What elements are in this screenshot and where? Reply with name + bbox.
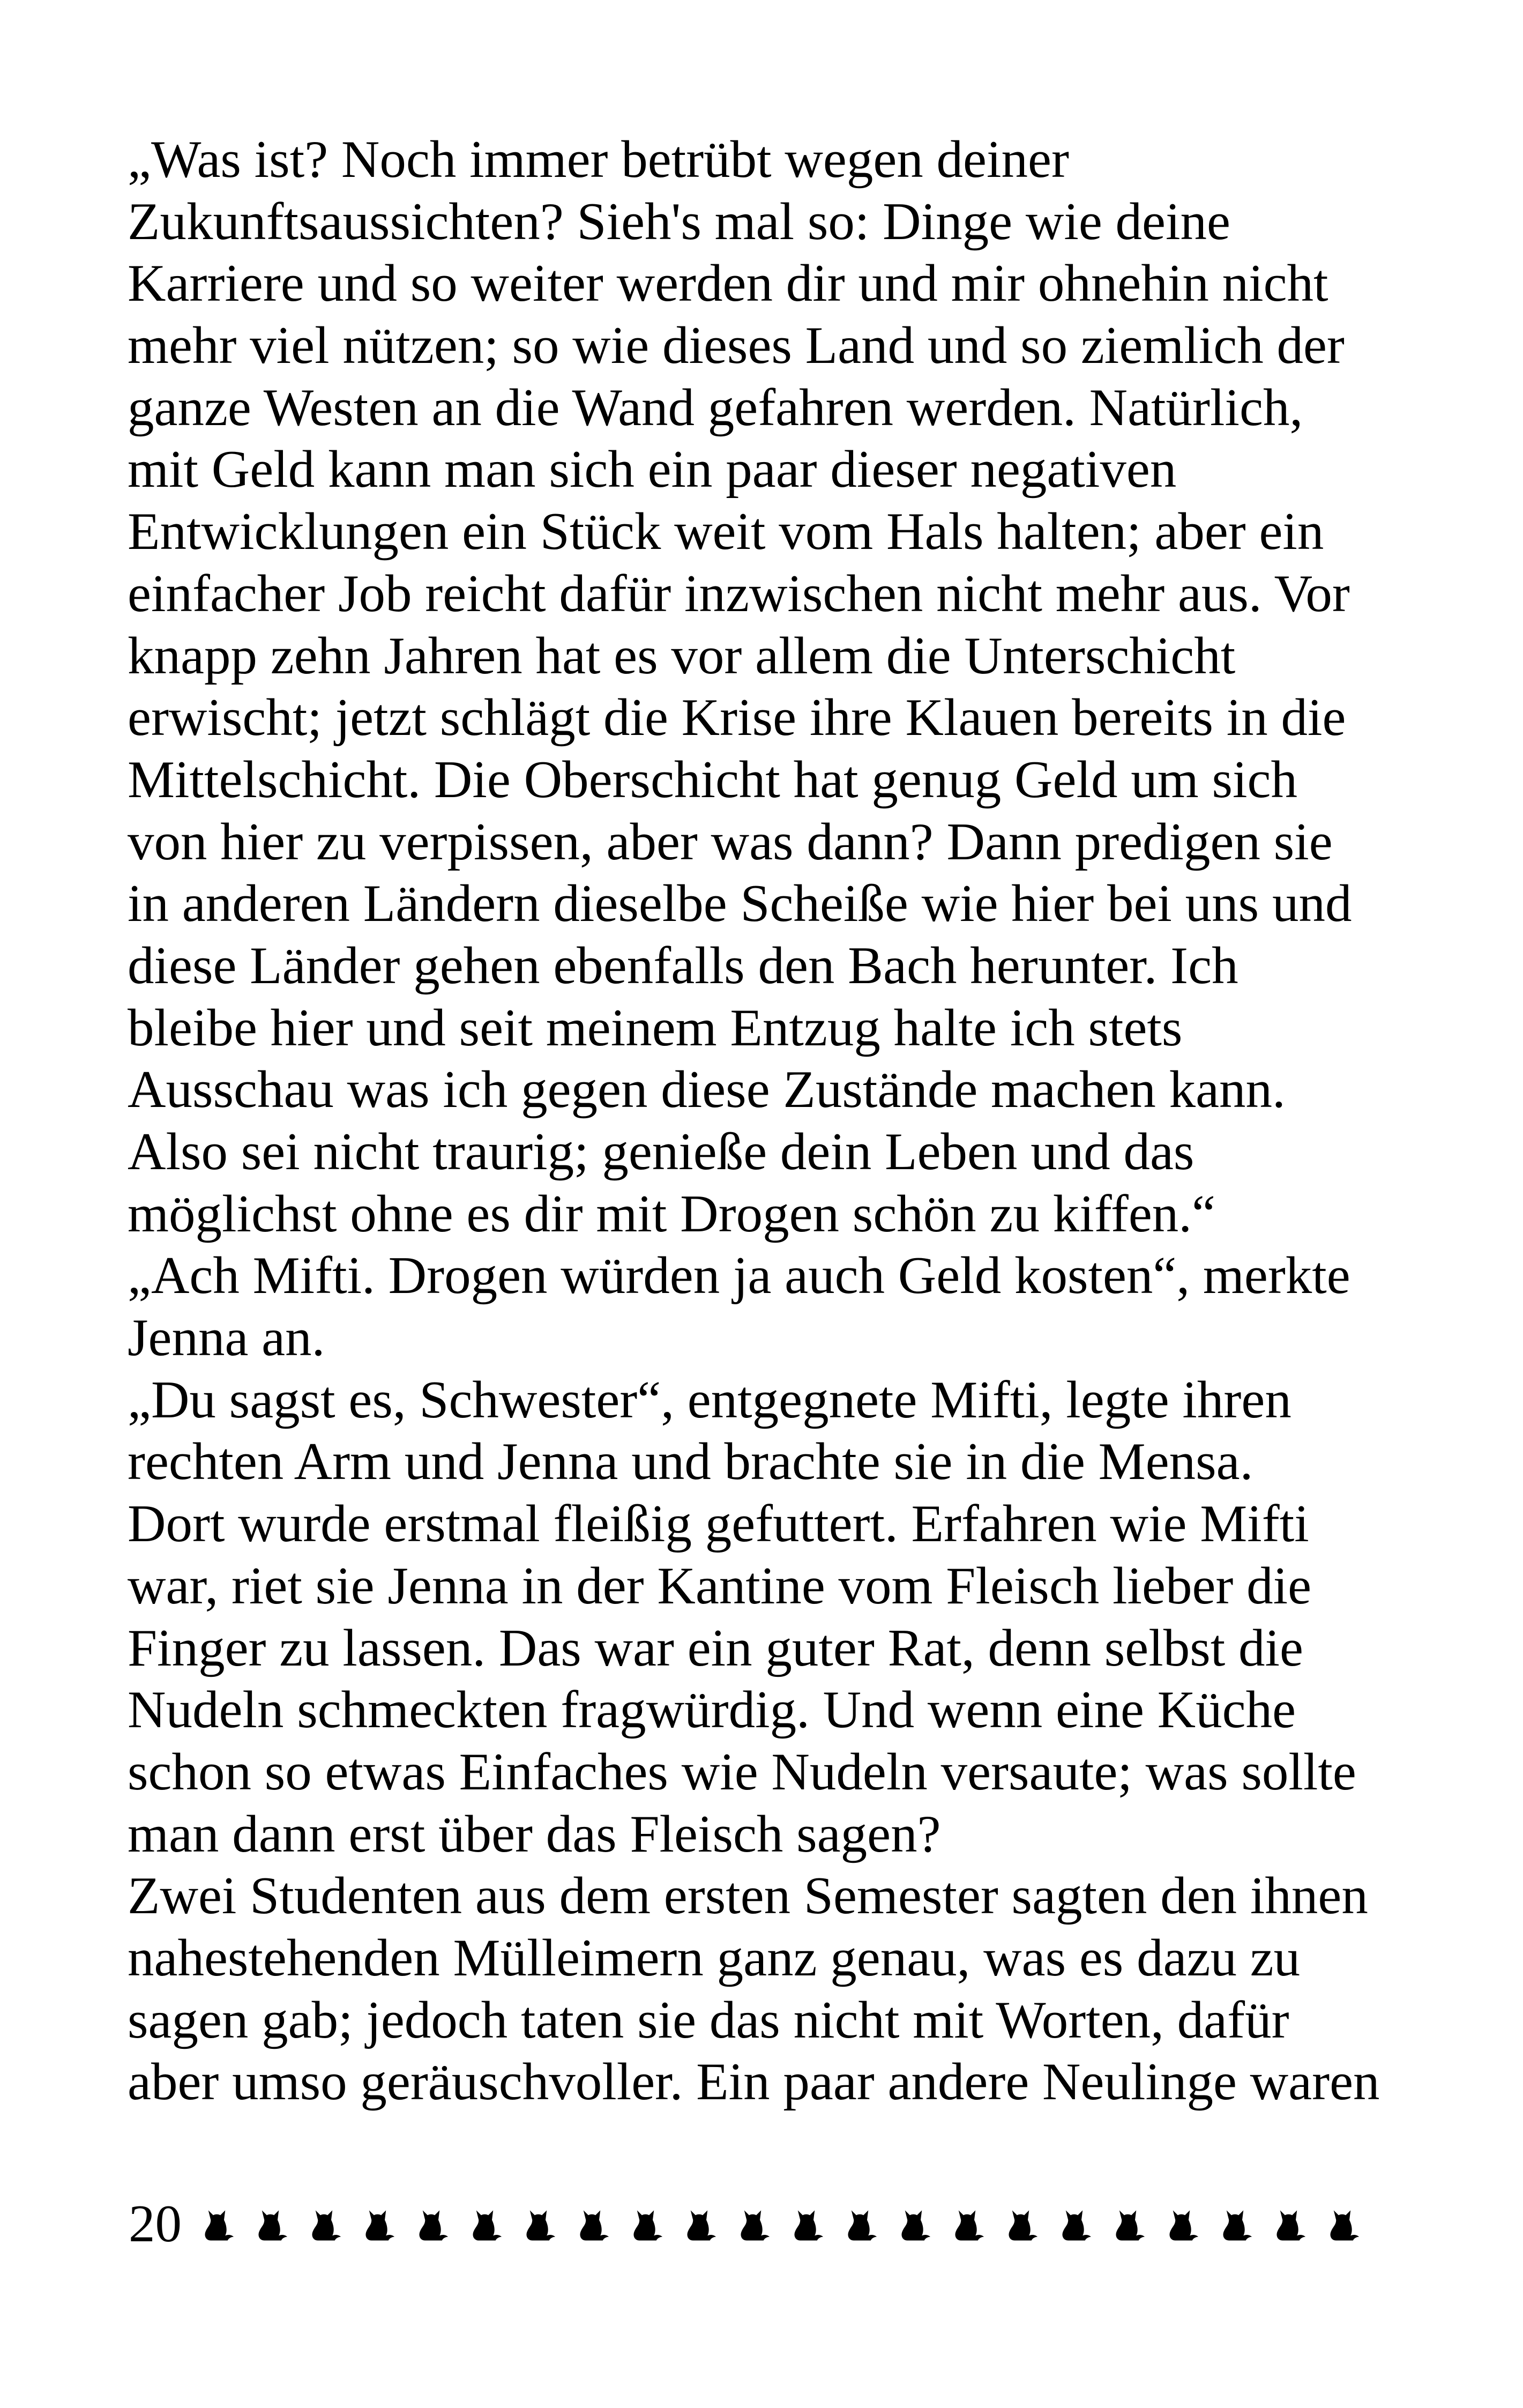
text-line: „Du sagst es, Schwester“, entgegnete Mifti, legte ihren bbox=[128, 1370, 1291, 1429]
text-line: Jenna an. bbox=[128, 1309, 325, 1367]
text-line: war, riet sie Jenna in der Kantine vom Fleisch lieber die bbox=[128, 1556, 1312, 1615]
cat-ornament-row bbox=[200, 2204, 1364, 2243]
text-line: knapp zehn Jahren hat es vor allem die Unterschicht bbox=[128, 626, 1236, 685]
cat-silhouette-icon bbox=[843, 2204, 882, 2243]
cat-silhouette-icon bbox=[253, 2204, 292, 2243]
text-line: erwischt; jetzt schlägt die Krise ihre Klauen bereits in die bbox=[128, 688, 1346, 747]
text-line: Zwei Studenten aus dem ersten Semester sagten den ihnen bbox=[128, 1867, 1368, 1926]
text-line: Karriere und so weiter werden dir und mir ohnehin nicht bbox=[128, 254, 1328, 313]
cat-silhouette-icon bbox=[1218, 2204, 1257, 2243]
text-line: schon so etwas Einfaches wie Nudeln versaute; was sollte bbox=[128, 1742, 1356, 1801]
cat-silhouette-icon bbox=[682, 2204, 721, 2243]
text-line: sagen gab; jedoch taten sie das nicht mit Worten, dafür bbox=[128, 1990, 1289, 2049]
text-line: Also sei nicht traurig; genieße dein Leben und das bbox=[128, 1123, 1194, 1181]
cat-silhouette-icon bbox=[1325, 2204, 1364, 2243]
cat-silhouette-icon bbox=[789, 2204, 828, 2243]
text-line: man dann erst über das Fleisch sagen? bbox=[128, 1804, 941, 1863]
text-line: einfacher Job reicht dafür inzwischen nicht mehr aus. Vor bbox=[128, 564, 1350, 623]
text-line: möglichst ohne es dir mit Drogen schön zu kiffen.“ bbox=[128, 1184, 1215, 1243]
text-line: diese Länder gehen ebenfalls den Bach herunter. Ich bbox=[128, 936, 1238, 995]
text-line: Finger zu lassen. Das war ein guter Rat, denn selbst die bbox=[128, 1618, 1303, 1677]
text-line: mit Geld kann man sich ein paar dieser negativen bbox=[128, 440, 1177, 499]
text-line: Nudeln schmeckten fragwürdig. Und wenn eine Küche bbox=[128, 1681, 1296, 1740]
cat-silhouette-icon bbox=[521, 2204, 560, 2243]
text-line: Zukunftsaussichten? Sieh's mal so: Dinge wie deine bbox=[128, 192, 1230, 251]
text-line: Entwicklungen ein Stück weit vom Hals halten; aber ein bbox=[128, 502, 1324, 561]
text-line: von hier zu verpissen, aber was dann? Dann predigen sie bbox=[128, 812, 1333, 871]
page-footer bbox=[129, 2191, 1364, 2256]
page-number: 20 bbox=[129, 2194, 182, 2253]
cat-silhouette-icon bbox=[1164, 2204, 1203, 2243]
cat-silhouette-icon bbox=[629, 2204, 667, 2243]
cat-silhouette-icon bbox=[1057, 2204, 1096, 2243]
text-line: „Ach Mifti. Drogen würden ja auch Geld kosten“, merkte bbox=[128, 1246, 1350, 1305]
cat-silhouette-icon bbox=[200, 2204, 238, 2243]
cat-silhouette-icon bbox=[307, 2204, 346, 2243]
body-text bbox=[128, 129, 1424, 2113]
cat-silhouette-icon bbox=[1111, 2204, 1149, 2243]
cat-silhouette-icon bbox=[414, 2204, 453, 2243]
text-line: nahestehenden Mülleimern ganz genau, was es dazu zu bbox=[128, 1928, 1301, 1987]
text-line: rechten Arm und Jenna und brachte sie in die Mensa. bbox=[128, 1432, 1253, 1491]
cat-silhouette-icon bbox=[897, 2204, 935, 2243]
text-line: bleibe hier und seit meinem Entzug halte ich stets bbox=[128, 998, 1183, 1057]
cat-silhouette-icon bbox=[950, 2204, 989, 2243]
text-line: ganze Westen an die Wand gefahren werden. Natürlich, bbox=[128, 378, 1303, 437]
text-line: Mittelschicht. Die Oberschicht hat genug Geld um sich bbox=[128, 750, 1297, 809]
text-line: Ausschau was ich gegen diese Zustände machen kann. bbox=[128, 1060, 1286, 1119]
cat-silhouette-icon bbox=[736, 2204, 774, 2243]
text-line: Dort wurde erstmal fleißig gefuttert. Erfahren wie Mifti bbox=[128, 1495, 1309, 1554]
cat-silhouette-icon bbox=[468, 2204, 506, 2243]
text-line: in anderen Ländern dieselbe Scheiße wie hier bei uns und bbox=[128, 874, 1352, 933]
cat-silhouette-icon bbox=[361, 2204, 399, 2243]
text-line: aber umso geräuschvoller. Ein paar andere Neulinge waren bbox=[128, 2053, 1380, 2112]
text-line: „Was ist? Noch immer betrübt wegen deiner bbox=[128, 130, 1069, 189]
cat-silhouette-icon bbox=[1004, 2204, 1042, 2243]
cat-silhouette-icon bbox=[575, 2204, 614, 2243]
cat-silhouette-icon bbox=[1272, 2204, 1310, 2243]
text-line: mehr viel nützen; so wie dieses Land und so ziemlich der bbox=[128, 316, 1345, 375]
